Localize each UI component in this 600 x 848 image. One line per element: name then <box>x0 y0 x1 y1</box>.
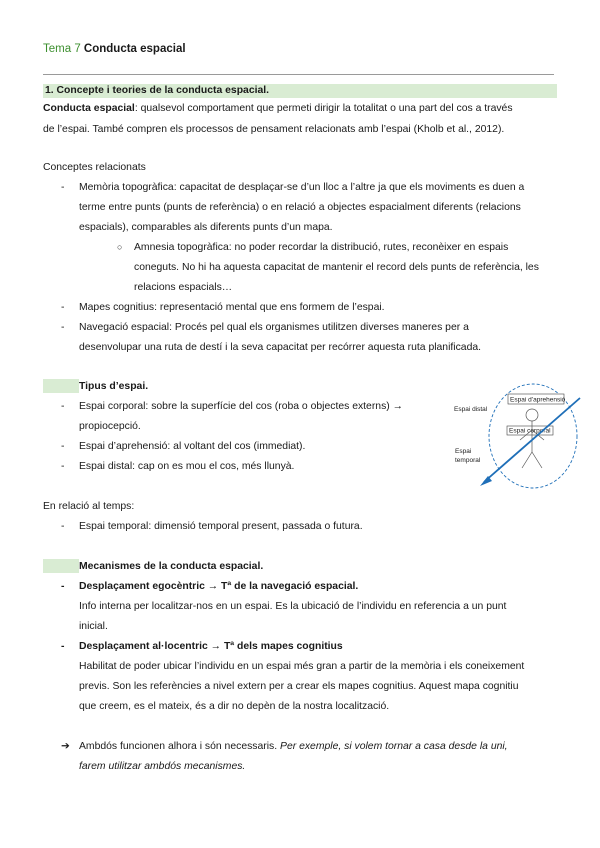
aprehensio-term: Espai d’aprehensió <box>79 441 168 452</box>
topic-number: Tema 7 <box>43 43 81 55</box>
bullet-dash: - <box>61 441 65 452</box>
temps-heading: En relació al temps: <box>43 501 135 512</box>
definition-line-1 <box>43 102 557 115</box>
definition-line-2: de l’espai. També compren els processos de pensament relacionats amb l’espai (Kholb et al., 2012). <box>43 124 505 135</box>
ego-line-1: Info interna per localitzar-nos en un espai. Es la ubicació de l’individu en referencia a un punt <box>79 601 507 612</box>
topic-name: Conducta espacial <box>83 43 186 55</box>
conclusion-text: Ambdós funcionen alhora i són necessaris. <box>79 741 278 752</box>
distal-term: Espai distal <box>79 461 133 472</box>
person-figure-icon <box>520 409 544 468</box>
memoria-line-2: terme entre punts (punts de referència) o en relació a objectes espacialment diferents (relacions <box>79 202 521 213</box>
bullet-dash: - <box>61 521 65 532</box>
heading-highlight <box>43 559 79 573</box>
bullet-dash: - <box>61 641 65 652</box>
nav-line-2: desenvolupar una ruta de destí i la seva capacitat per recórrer aquesta ruta planificada. <box>79 342 482 353</box>
corporal-label: Espai corporal <box>509 427 551 435</box>
section-heading-1 <box>43 84 557 98</box>
space-types-diagram <box>450 380 590 490</box>
bullet-dash: - <box>61 581 65 592</box>
distal-line <box>79 460 294 473</box>
aprehension-label: Espai d’aprehensió <box>510 396 566 404</box>
ego-line-2: inicial. <box>79 621 108 632</box>
alo-heading: Desplaçament al·locentric → Tª dels mapes cognitius <box>79 641 343 652</box>
tipus-heading: Tipus d’espai. <box>79 381 149 392</box>
alo-line-3: que creem, es el mateix, és a dir no depèn de la nostra localització. <box>79 701 390 712</box>
aprehensio-text: : al voltant del cos (immediat). <box>167 441 306 452</box>
bullet-dash: - <box>61 322 65 333</box>
amnesia-line-3: relacions espacials… <box>134 282 233 293</box>
nav-term: Navegació espacial <box>79 322 170 333</box>
temporal-label-1: Espai <box>455 448 472 455</box>
temporal-label-2: temporal <box>455 457 481 464</box>
conclusion-example-2: farem utilitzar ambdós mecanismes. <box>79 761 246 772</box>
arrow-bullet-icon: ➔ <box>61 741 70 752</box>
mapes-term: Mapes cognitius <box>79 302 155 313</box>
conclusion-line-1 <box>79 740 508 753</box>
corporal-line-2: propiocepció. <box>79 421 141 432</box>
memoria-line-3: espacials), comparables als diferents punts d’un mapa. <box>79 222 333 233</box>
corporal-line-1 <box>79 400 403 413</box>
nav-text-1: : Procés pel qual els organismes utilitzen diverses maneres per a <box>169 322 469 333</box>
mapes-line <box>79 301 385 314</box>
bullet-dash: - <box>61 401 65 412</box>
page-title <box>43 43 186 55</box>
temporal-text: : dimensió temporal present, passada o futura. <box>148 521 363 532</box>
bullet-dash: - <box>61 461 65 472</box>
corporal-term: Espai corporal <box>79 401 146 412</box>
mapes-text: : representació mental que ens formem de l’espai. <box>154 302 385 313</box>
title-divider <box>43 74 554 75</box>
memoria-line-1 <box>79 181 524 194</box>
sub-bullet-circle: ○ <box>117 242 123 252</box>
mecanismes-heading: Mecanismes de la conducta espacial. <box>79 561 264 572</box>
related-heading: Conceptes relacionats <box>43 162 146 173</box>
distal-label: Espai distal <box>454 406 488 413</box>
corporal-text-1: : sobre la superfície del cos (roba o objectes externs) → <box>145 401 404 412</box>
bullet-dash: - <box>61 182 65 193</box>
alo-line-1: Habilitat de poder ubicar l’individu en un espai més gran a partir de la memòria i els coneixement <box>79 661 525 672</box>
memoria-text-1: : capacitat de desplaçar-se d’un lloc a l’altre ja que els moviments es duen a <box>173 182 525 193</box>
alo-line-2: previs. Son les referències a nivel extern per a crear els mapes cognitius. Aquest mapa cognitiu <box>79 681 519 692</box>
aprehensio-line <box>79 440 305 453</box>
amnesia-line-2: coneguts. No hi ha aquesta capacitat de mantenir el record dels punts de referència, les <box>134 262 539 273</box>
bullet-dash: - <box>61 302 65 313</box>
temporal-term: Espai temporal <box>79 521 149 532</box>
temporal-arrow-line <box>484 398 580 482</box>
definition-text-1: : qualsevol comportament que permeti dirigir la totalitat o una part del cos a través <box>134 103 513 114</box>
ego-heading: Desplaçament egocèntric → Tª de la navegació espacial. <box>79 581 359 592</box>
section-heading-1-text: 1. Concepte i teories de la conducta espacial. <box>45 85 270 96</box>
definition-term: Conducta espacial <box>43 103 135 114</box>
conclusion-example-1: Per exemple, si volem tornar a casa desde la uni, <box>280 741 508 752</box>
distal-text: : cap on es mou el cos, més llunyà. <box>132 461 295 472</box>
memoria-term: Memòria topogràfica <box>79 182 174 193</box>
nav-line-1 <box>79 321 469 334</box>
temporal-line <box>79 520 363 533</box>
heading-highlight <box>43 379 79 393</box>
amnesia-line-1: Amnesia topogràfica: no poder recordar la distribució, rutes, reconèixer en espais <box>134 242 509 253</box>
